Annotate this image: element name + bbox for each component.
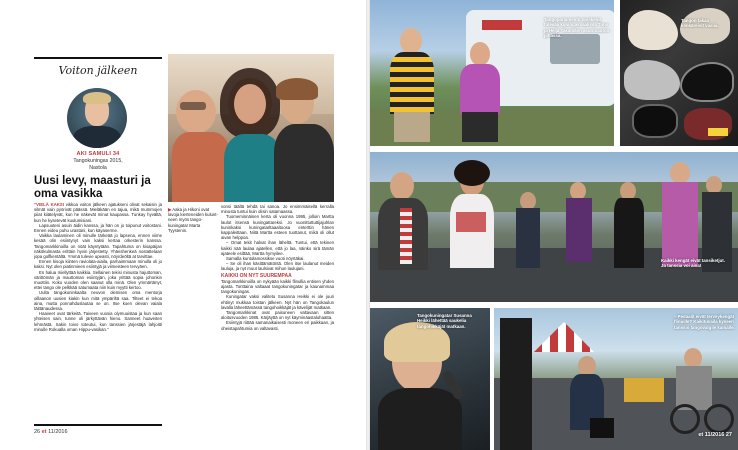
byline-location: Nastola xyxy=(89,165,107,171)
photo-caption: Tangokuningatar Susanna Heikki lähettää saukelia tangohikkäjät matkaan. xyxy=(417,313,472,329)
photo-singer xyxy=(370,308,490,450)
author-portrait xyxy=(67,88,127,148)
photo-caption: – Pedaalit eivät terveykengät flinuille? Kaikituvaila kyseen tanssio tangovalgile kamalle. xyxy=(674,314,735,330)
magazine-logo: et xyxy=(698,432,704,438)
paragraph: Samalla kuntolamossikse vuoti nöyrtäkai. xyxy=(226,256,305,262)
paragraph-text: vikkoa voiton jälkeen ajatukseni olivat sekaisin ja silmät vain pyörivät päässä. Mieläkään en tajua, mikä mummojen piiat kiiätelyvät, kun he näkevät minut kaupassa. Tunkay hyvältä, kun he kysetevät kuulumisiani. xyxy=(34,202,162,223)
byline-name: AKI SAMULI 34 xyxy=(76,151,120,157)
folio-left xyxy=(34,429,68,435)
body-column-2 xyxy=(221,204,334,414)
paragraph: Kuningatar vaksi valitetu Susanna Heikki ei ole juuri ehtinyt mukkaa toistan jälkeen. Nyt hän on Tangokaulun lavalla läheettämässä tangohoikkäjät ja kävelijät matkaan. xyxy=(221,294,334,310)
paragraph: Vaikka laulaminen oli minulle tärkeää jo lapsena, ennen viime kesää olin esiintynyt vain kaksi kertaa orkesterin kanssa. Tangomarkkinoilla on nöät käyntytään. Tapahtuma on kisapäijan näkökulmasta erittäin hyvin järjestetty. Yhteishenkeä nostattelaan jopa golfkentältä. Ymmä tulevie upeasti, nöyrdeöltä at tarvittae. xyxy=(34,233,162,260)
caption-text: Aaka ja Hikoni ovat lavoja kierteneiden kuluntneen myös tangokuningatar Marta Tyystenin. xyxy=(168,207,218,233)
paragraph: Lapsuuteni asuin äidin kanssa, ja hän on jo toipunut voitostani. Ennen eideu puhu urastani, kun käyaserme. xyxy=(34,222,162,234)
paragraph: En halua miellyttää kaikkia. Sellainen tekisi minusta hajuttoman, värittömän ja mauttoman esiintyjän, joka yrittää sopia johonkin muottiin. Koko vuoden olen saanut olla minä. Olen ymmärtänyt, ettei tango ole pelkkää satumaata niin kuin myytti kertoo. xyxy=(34,269,162,291)
byline xyxy=(34,151,162,172)
paragraph: Tangomarkkinoilla on nykyään kaikki flinullia entisen yhden ajasta. Tonttaina valtaaat tangokuningatar ja kaunammaa tangokuningas. xyxy=(221,278,334,295)
paragraph: – Se oli ihan käsittämätöntä. Olen itse laulanut meiden lauluja, ja nyt muut laulsivat mihun laulujani. xyxy=(221,261,334,272)
folio-right xyxy=(698,432,732,438)
section-rule-bottom xyxy=(34,424,162,426)
issue-number: 11/2016 xyxy=(704,432,725,438)
paragraph: Tangomarkkinat ovat paisuneen valtavaan sitten aloitusvuoden 1985. Kärjäyttä on nyt käyminäastaluhaatta. xyxy=(221,310,334,321)
byline-role: Tangokuningas 2015, xyxy=(73,158,123,164)
photo-caption: Kaikki kengät eivät tansiketjut. Ja tanssia voi aina! xyxy=(661,258,725,269)
photo-caption: Tangoparlamentti opiskelut tulevaa kuningasvaalissa Timo ja Heljä Takamäen asuntoauton pihassa. xyxy=(544,17,610,39)
paragraph: Esiintyjä riittää samanaikaisesti moneen eri paikkaan, ja oheistapahtumia on valtavasti. xyxy=(221,320,334,331)
paragraph: Haaveet ovat tärkeitä. Taiveen vuosia olymuuistaa ja kun saan yhteisen sain, tunne oli järkyttävän hieno. Sanneet huaveiten lehmästä. Sakin toivo toteutui, kun tanssien järjestäjä lahjoitti minulle Rokualla oman Hippu-vasikan.” xyxy=(34,311,162,332)
page-number: 27 xyxy=(725,432,732,438)
kicker: ”VIELÄ KAKSI xyxy=(34,202,64,207)
article-headline: Uusi levy, maasturi ja oma vasikka xyxy=(34,175,151,200)
paragraph: – Omat tekit halvat ihan läheltä. Tuntui, että tekinen kaikki nää laulaa ajatellen, että jo laa, näinko sirä tämän ajateele esittää, Martta hymyilee. xyxy=(221,240,334,256)
paragraph xyxy=(34,202,162,223)
photo-caption: Tangon takaa kenkäreivit vaalia. xyxy=(681,18,719,29)
section-title: Voiton jälkeen xyxy=(58,64,138,77)
subheading: KAIKKI ON NYT SUUREMPAA xyxy=(221,272,292,279)
photo-street-dancing xyxy=(370,152,738,302)
page-number: 26 xyxy=(34,429,41,435)
photo-three-people xyxy=(168,54,334,202)
section-rule-top xyxy=(34,57,162,59)
paragraph: vonsi täältä tehdä tai sanoa. Jo ensimmäisellä kerralla minusta tuntui kuin olisin satamaassa. xyxy=(221,204,334,215)
issue-number: 11/2016 xyxy=(48,429,68,435)
paragraph: Tuomeminnäinen kerta oli vuonna 1995, jolloin Martta laulot itsensä kuningattareksi. Jo vuonittuttuttijajuhlan kuninkaksi kuningatarltaaaltoosa enterttin hänen kappaleittaan. Niitä Martta esteen tuottanut, mikä oli ollut aivan helppoa. xyxy=(221,214,334,241)
caption-arrow-icon: ▶ xyxy=(168,207,172,212)
photo-caption xyxy=(168,207,218,233)
magazine-logo: et xyxy=(41,429,47,435)
body-column-1 xyxy=(34,202,162,414)
paragraph: Uulta tangokuninkaalta neuvon olemisen oma mentorja oillaanon uusien kiakin kun mitä ympäriltä saa. Tilteet ei tekoa aina, mutta ponnahduslautaa se on. Itse koen olevan vaiala täittänaudessa. xyxy=(34,290,162,312)
paragraph: Ennen kisoja kiinten raviolata-aiaila, parhaimmaan minulla oli jo kaksi. Nyt olen piatinmieen esiintyjä ja viimeisteen tervyäen. xyxy=(34,259,162,270)
